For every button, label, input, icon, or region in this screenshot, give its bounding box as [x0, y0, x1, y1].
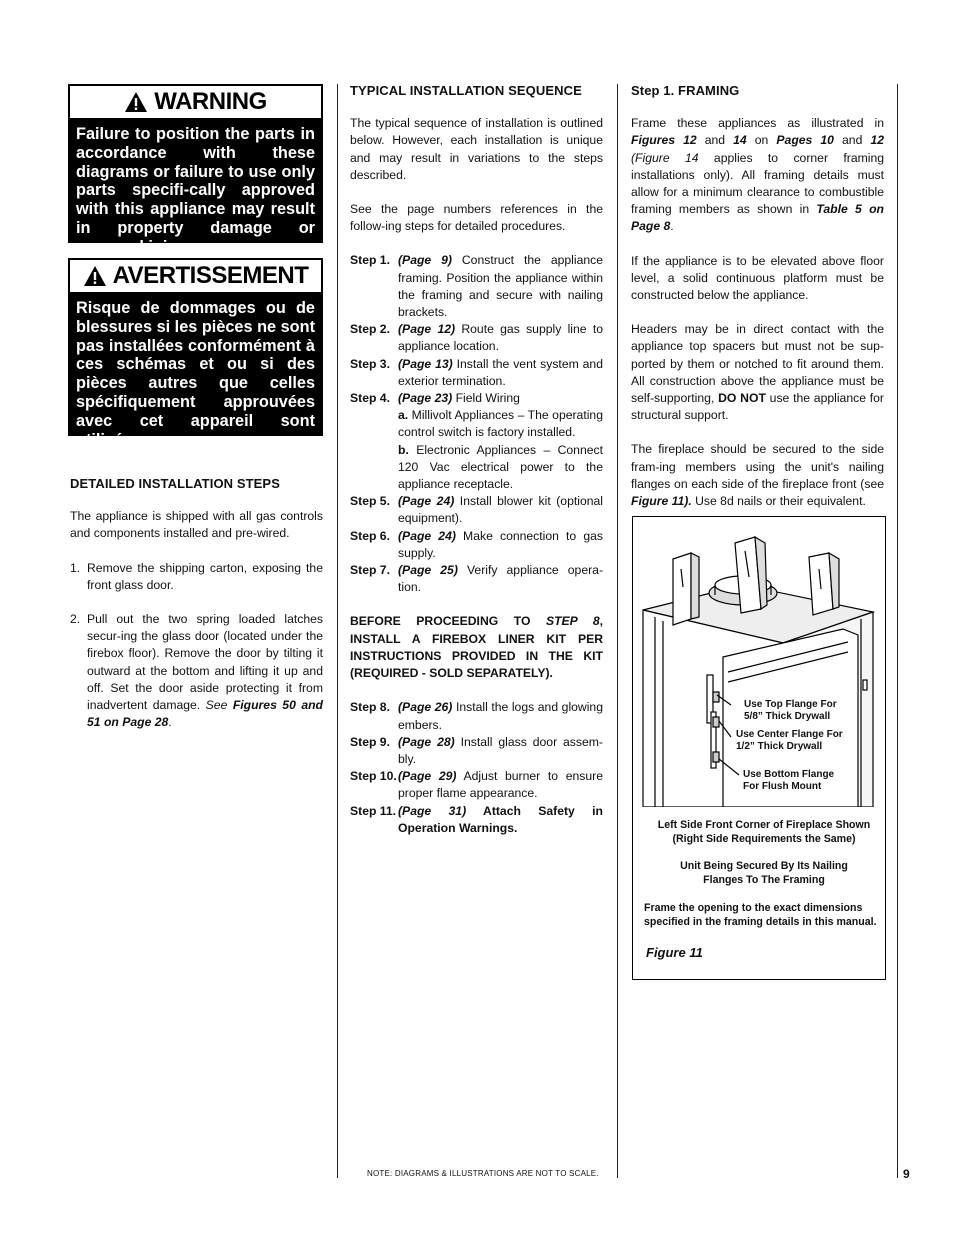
warning-header [70, 86, 321, 118]
detailed-intro: The appliance is shipped with all gas controls and components installed and pre-wired. [70, 509, 323, 541]
avertissement-title: AVERTISSEMENT [112, 262, 309, 289]
detailed-steps-heading: DETAILED INSTALLATION STEPS [70, 476, 280, 491]
installation-sequence-section [350, 82, 603, 837]
detailed-steps-list [70, 560, 323, 732]
figure-caption-3: Frame the opening to the exact dimensions specified in the framing details in this manual. [644, 902, 877, 928]
framing-section [631, 82, 884, 527]
step-5: Step 5. (Page 24) Install blower kit (optional equipment). [350, 494, 603, 526]
step-10: Step 10. (Page 29) Adjust burner to ensure proper flame appearance. [350, 769, 603, 801]
warning-text: Failure to position the parts in accordance with these diagrams or failure to use only parts specifi-cally approved with this appliance may result in property damage or personal injury. [76, 125, 315, 256]
step-11: Step 11. (Page 31) Attach Safety in Operation Warnings. [350, 803, 603, 835]
list-item: 1. Remove the shipping carton, exposing the front glass door. [70, 560, 323, 592]
step-9: Step 9. (Page 28) Install glass door assem-bly. [350, 734, 603, 766]
figure-label: Figure 11 [646, 945, 703, 960]
warning-title: WARNING [154, 88, 267, 115]
step-6: Step 6. (Page 24) Make connection to gas supply. [350, 528, 603, 560]
step-3: Step 3. (Page 13) Install the vent system and exterior termination. [350, 356, 603, 388]
step-8: Step 8. (Page 26) Install the logs and glowing embers. [350, 700, 603, 732]
step-7: Step 7. (Page 25) Verify appliance opera-tion. [350, 563, 603, 595]
scale-note: NOTE: DIAGRAMS & ILLUSTRATIONS ARE NOT TO SCALE. [367, 1169, 599, 1178]
step-4: Step 4. (Page 23) Field Wiring a. Millivolt Appliances – The operating control switch is factory installed. b. Electronic Appliances – Connect 120 Vac electrical power to the appliance receptacle. [350, 391, 603, 492]
top-flange-callout: Use Top Flange For 5/8” Thick Drywall [744, 699, 844, 723]
steps-block [350, 252, 603, 596]
sequence-heading: TYPICAL INSTALLATION SEQUENCE [350, 83, 582, 98]
framing-para-1: Frame these appliances as illustrated in Figures 12 and 14 on Pages 10 and 12 (Figure 14 applies to corner framing installations only). All framing details must allow for a minimum clearance to combustible framing members as shown in Table 5 on Page 8. [631, 116, 885, 234]
avertissement-box [68, 258, 323, 449]
steps-block-2 [350, 699, 603, 837]
column-divider-3 [897, 84, 898, 1178]
framing-para-4: The fireplace should be secured to the side fram-ing members using the unit's nailing flanges on each side of the fireplace front (see Figure 11). Use 8d nails or their equivalent. [631, 442, 884, 509]
avertissement-header [70, 260, 321, 292]
figure-caption-1: Left Side Front Corner of Fireplace Shown (Right Side Requirements the Same) [657, 819, 871, 845]
page-number: 9 [903, 1167, 910, 1181]
sequence-intro: The typical sequence of installation is outlined below. However, each installation is unique and may result in variations to the steps described. [350, 116, 603, 182]
sequence-references: See the page numbers references in the follow-ing steps for detailed procedures. [350, 202, 603, 234]
figure-11-box [632, 516, 886, 980]
framing-heading: Step 1. FRAMING [631, 83, 740, 98]
column-divider-1 [337, 84, 338, 1178]
bottom-flange-callout: Use Bottom Flange For Flush Mount [743, 769, 843, 793]
liner-kit-notice: BEFORE PROCEEDING TO STEP 8, INSTALL A FIREBOX LINER KIT PER INSTRUCTIONS PROVIDED IN THE KIT (REQUIRED - SOLD SEPARATELY). [350, 614, 603, 681]
step-2: Step 2. (Page 12) Route gas supply line to appliance location. [350, 322, 603, 354]
fireplace-corner-illustration [633, 517, 885, 807]
list-item: 2. Pull out the two spring loaded latches secur-ing the glass door (located under the firebox floor). Remove the door by tilting it outward at the bottom and lifting it up and off. Set the door aside protecting it from inadvertent damage. See Figures 50 and 51 on Page 28. [70, 612, 323, 730]
figure-caption-2: Unit Being Secured By Its Nailing Flanges To The Framing [680, 860, 848, 886]
warning-box [68, 84, 323, 256]
warning-triangle-icon [124, 91, 148, 113]
detailed-steps-section [70, 475, 323, 748]
avertissement-text: Risque de dommages ou de blessures si les pièces ne sont pas installées conformément à ces schémas et ou si des pièces autres que celles spécifiquement approuvées avec cet appareil sont utilisées. [76, 299, 315, 449]
warning-triangle-icon [83, 265, 107, 287]
column-divider-2 [617, 84, 618, 1178]
step-1: Step 1. (Page 9) Construct the appliance framing. Position the appliance within the framing and secure with nailing brackets. [350, 253, 603, 320]
framing-para-3: Headers may be in direct contact with the appliance top spacers but must not be sup-ported by them or notched to fit around them. All construction above the appliance must be self-supporting, DO NOT use the appliance for structural support. [631, 322, 884, 423]
framing-para-2: If the appliance is to be elevated above floor level, a solid continuous platform must be constructed below the appliance. [631, 253, 884, 303]
center-flange-callout: Use Center Flange For 1/2” Thick Drywall [736, 729, 843, 752]
